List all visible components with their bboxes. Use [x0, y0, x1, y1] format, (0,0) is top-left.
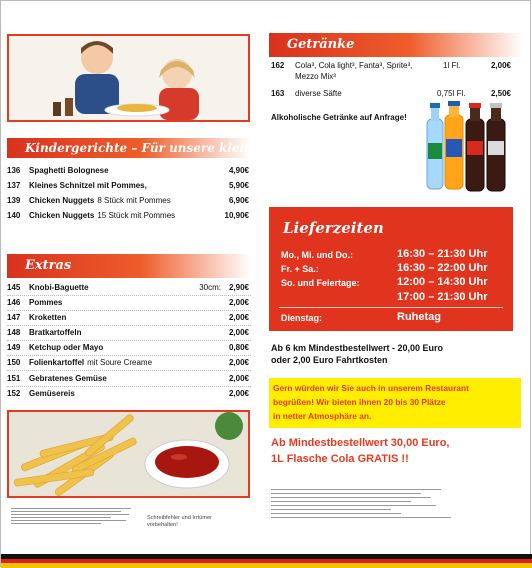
menu-item: [7, 178, 251, 193]
min-order-line-1: Ab 6 km Mindestbestellwert - 20,00 Euro: [271, 343, 444, 353]
item-price: 6,90€: [228, 196, 249, 205]
item-price: 2,50€: [490, 89, 511, 98]
item-number: 146: [7, 298, 21, 307]
drinks-section-header: [269, 33, 523, 57]
item-number: 145: [7, 283, 21, 292]
item-name: Kroketten: [29, 313, 67, 322]
kids-eating-illustration: [9, 36, 248, 120]
item-name: [29, 208, 175, 223]
hours-time-5: Ruhetag: [397, 311, 441, 323]
item-name: [29, 178, 147, 193]
min-order-line-2: oder 2,00 Euro Fahrtkosten: [271, 355, 388, 365]
item-number: 151: [7, 374, 21, 383]
item-name: [29, 193, 171, 208]
item-name: Gemüsereis: [29, 389, 75, 398]
hours-time-4: 17:00 – 21:30 Uhr: [397, 291, 488, 303]
menu-item: [7, 340, 251, 355]
fries-photo: [7, 410, 250, 498]
item-size: 0,75l Fl.: [437, 89, 466, 98]
menu-item: [7, 386, 251, 401]
restaurant-note-line-1: Gern würden wir Sie auch in unserem Restaurant: [273, 383, 469, 393]
hours-day-2: Fr. + Sa.:: [281, 264, 319, 274]
hours-day-3: So. und Feiertage:: [281, 278, 360, 288]
disclaimer-line-1: Schreibfehler und Irrtümer: [147, 515, 212, 521]
menu-item: [7, 280, 251, 295]
item-price: 2,00€: [228, 374, 249, 383]
fanta-bottle: [445, 101, 463, 189]
additives-fine-print-right: [271, 489, 511, 539]
item-name-text: Chicken Nuggets: [29, 211, 95, 220]
item-number: 149: [7, 343, 21, 352]
item-description: 15 Stück mit Pommes: [97, 211, 176, 220]
item-name-text: Chicken Nuggets: [29, 196, 95, 205]
hours-divider: [279, 307, 503, 308]
disclaimer-line-2: vorbehalten!: [147, 522, 178, 528]
item-name: Knobi-Baguette: [29, 283, 89, 292]
item-number: 147: [7, 313, 21, 322]
item-price: 2,00€: [490, 61, 511, 70]
item-name-line-2: Mezzo Mix³: [295, 72, 336, 81]
additives-fine-print-left: [11, 508, 137, 548]
german-flag-stripe: [1, 554, 532, 568]
item-number: 136: [7, 166, 21, 175]
item-number: 148: [7, 328, 21, 337]
hours-day-1: Mo., Mi. und Do.:: [281, 250, 353, 260]
drink-bottles-illustration: [423, 103, 513, 195]
item-name: Pommes: [29, 298, 63, 307]
promo-line-1: Ab Mindestbestellwert 30,00 Euro,: [271, 437, 450, 449]
menu-item: [7, 310, 251, 325]
extras-section-header: [7, 254, 251, 278]
item-description: 8 Stück mit Pommes: [97, 196, 171, 205]
free-cola-promo: [271, 435, 523, 467]
item-price: 10,90€: [224, 211, 249, 220]
item-number: 150: [7, 358, 21, 367]
menu-item: [7, 193, 251, 208]
item-number: 140: [7, 211, 21, 220]
delivery-hours-box: [269, 207, 513, 331]
item-name-text: Folienkartoffel: [29, 358, 85, 367]
item-price: 2,00€: [228, 389, 249, 398]
menu-item: [7, 355, 251, 370]
restaurant-note-line-3: in netter Atmosphäre an.: [273, 411, 372, 421]
item-price: 2,00€: [228, 358, 249, 367]
restaurant-note-line-2: begrüßen! Wir bieten ihnen 20 bis 30 Plätze: [273, 397, 446, 407]
kids-photo: [7, 34, 250, 122]
disclaimer: [147, 515, 212, 529]
menu-item: [7, 208, 251, 223]
item-description: mit Soure Creame: [87, 358, 153, 367]
hours-time-2: 16:30 – 22:00 Uhr: [397, 262, 488, 274]
menu-item: [7, 163, 251, 178]
menu-item: [271, 89, 519, 101]
item-number: 152: [7, 389, 21, 398]
promo-line-2: 1L Flasche Cola GRATIS !!: [271, 453, 409, 465]
item-name-text: Kleines Schnitzel mit Pommes,: [29, 181, 147, 190]
item-price: 5,90€: [228, 181, 249, 190]
hours-time-3: 12:00 – 14:30 Uhr: [397, 276, 488, 288]
item-size: 1l Fl.: [443, 61, 461, 70]
item-name: Ketchup oder Mayo: [29, 343, 104, 352]
drinks-section-title: Getränke: [287, 37, 355, 52]
item-name: [29, 163, 109, 178]
item-number: 139: [7, 196, 21, 205]
item-name: [29, 355, 152, 370]
cola-bottle: [466, 103, 484, 191]
item-name-text: Spaghetti Bolognese: [29, 166, 109, 175]
item-size: 30cm:: [199, 283, 221, 292]
item-number: 137: [7, 181, 21, 190]
sprite-bottle: [427, 103, 443, 189]
min-order-note: [271, 342, 523, 366]
item-name: Bratkartoffeln: [29, 328, 82, 337]
item-price: 2,00€: [228, 313, 249, 322]
menu-item: [271, 61, 519, 85]
item-price: 2,00€: [228, 298, 249, 307]
menu-item: [7, 295, 251, 310]
extras-section-title: Extras: [25, 258, 72, 273]
alcohol-note: Alkoholische Getränke auf Anfrage!: [271, 113, 407, 122]
menu-item: [7, 371, 251, 386]
item-name: Cola³, Cola light³, Fanta³, Sprite³,: [295, 61, 413, 70]
kids-section-header: [7, 138, 312, 158]
item-number: 163: [271, 89, 285, 98]
menu-item: [7, 325, 251, 340]
item-number: 162: [271, 61, 285, 70]
restaurant-note: [269, 378, 521, 428]
item-name: diverse Säfte: [295, 89, 342, 98]
item-price: 2,00€: [228, 328, 249, 337]
hours-time-1: 16:30 – 21:30 Uhr: [397, 248, 488, 260]
hours-day-5: Dienstag:: [281, 313, 323, 323]
delivery-title: Lieferzeiten: [283, 219, 384, 237]
item-price: 0,80€: [228, 343, 249, 352]
item-name: Gebratenes Gemüse: [29, 374, 107, 383]
cola-light-bottle: [487, 103, 505, 191]
kids-section-title: Kindergerichte – Für unsere kleinen Gäste: [25, 141, 312, 155]
item-price: 4,90€: [228, 166, 249, 175]
item-price: 2,90€: [228, 283, 249, 292]
fries-ketchup-illustration: [9, 412, 248, 496]
